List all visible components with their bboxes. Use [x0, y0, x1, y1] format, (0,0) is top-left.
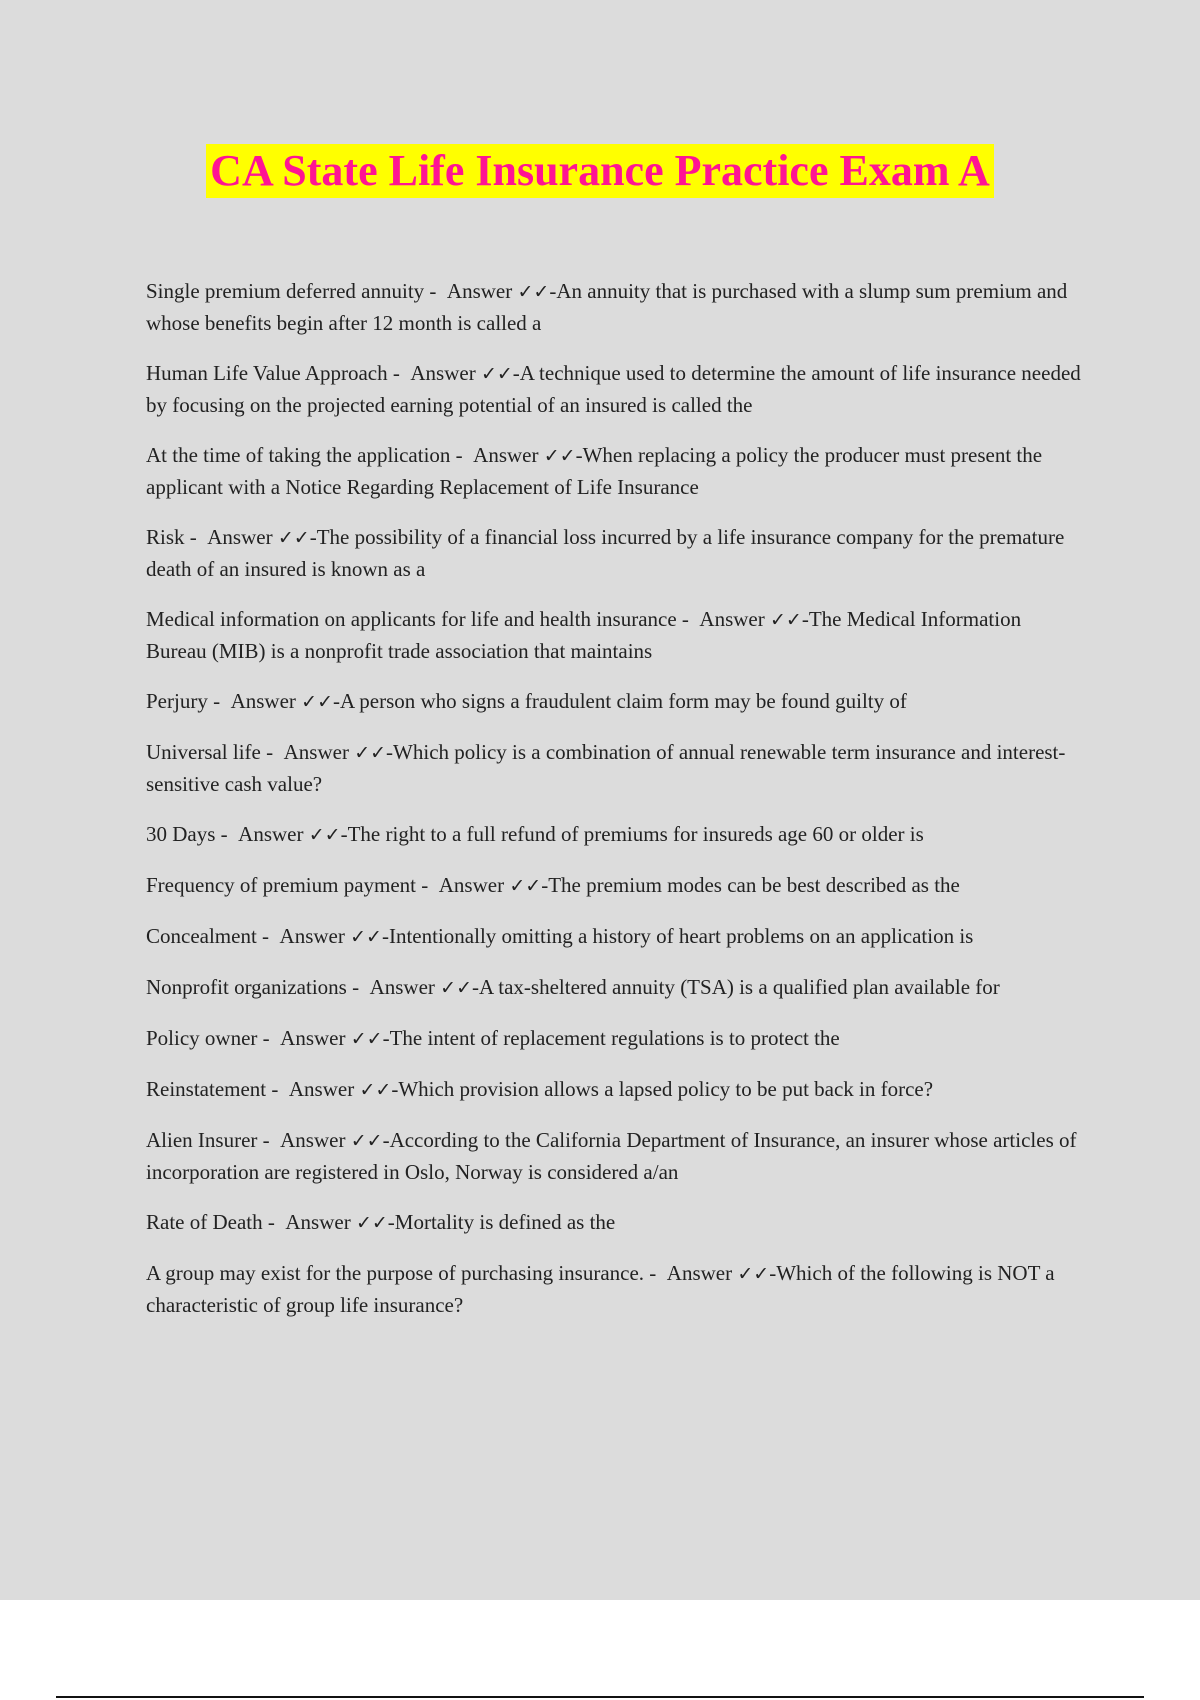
separator: -: [676, 607, 700, 631]
dash: -: [387, 1210, 395, 1234]
answer-label: Answer: [207, 525, 273, 549]
title-wrapper: [0, 144, 1200, 198]
answer-label: Answer: [230, 689, 296, 713]
dash: -: [472, 975, 479, 999]
qa-item: [146, 737, 1086, 800]
qa-item: [146, 276, 1086, 339]
qa-term: Single premium deferred annuity: [146, 279, 425, 303]
dash: -: [340, 822, 348, 846]
double-check-icon: ✓✓: [737, 1263, 770, 1285]
answer-label: Answer: [288, 1077, 355, 1101]
qa-item: [146, 921, 1086, 953]
qa-item: [146, 604, 1086, 667]
separator: -: [215, 822, 239, 846]
separator: -: [387, 361, 411, 385]
qa-question: Which policy is a combination of annual renewable term insurance and interest-sensitive cash value?: [146, 740, 1066, 796]
separator: -: [260, 740, 284, 764]
qa-item: [146, 686, 1086, 718]
qa-question: Mortality is defined as the: [394, 1210, 616, 1234]
qa-term: Policy owner: [146, 1026, 258, 1050]
double-check-icon: ✓✓: [480, 363, 513, 385]
qa-question: Which provision allows a lapsed policy to be put back in force?: [398, 1077, 934, 1101]
double-check-icon: ✓✓: [354, 742, 387, 764]
separator: -: [416, 873, 439, 897]
separator: -: [262, 1210, 286, 1234]
double-check-icon: ✓✓: [359, 1079, 392, 1101]
dash: -: [575, 443, 583, 467]
answer-label: Answer: [279, 924, 345, 948]
qa-item: [146, 819, 1086, 851]
double-check-icon: ✓✓: [277, 527, 310, 549]
qa-question: A tax-sheltered annuity (TSA) is a qualified plan available for: [479, 975, 1000, 999]
dash: -: [309, 525, 317, 549]
qa-question: The intent of replacement regulations is to protect the: [389, 1026, 840, 1050]
answer-label: Answer: [699, 607, 765, 631]
double-check-icon: ✓✓: [509, 875, 542, 897]
answer-label: Answer: [446, 279, 513, 303]
qa-term: Concealment: [146, 924, 257, 948]
qa-question: Which of the following is NOT a characteristic of group life insurance?: [146, 1261, 1055, 1317]
qa-term: Universal life: [146, 740, 261, 764]
dash: -: [386, 740, 394, 764]
qa-question: A technique used to determine the amount of life insurance needed by focusing on the projected earning potential of an insured is called the: [146, 361, 1081, 417]
qa-question: An annuity that is purchased with a slump sum premium and whose benefits begin after 12 month is called a: [146, 279, 1068, 335]
qa-item: [146, 1258, 1086, 1321]
double-check-icon: ✓✓: [308, 824, 341, 846]
double-check-icon: ✓✓: [440, 977, 472, 999]
separator: -: [450, 443, 474, 467]
qa-term: Human Life Value Approach: [146, 361, 388, 385]
answer-label: Answer: [238, 822, 304, 846]
answer-label: Answer: [473, 443, 539, 467]
qa-term: Frequency of premium payment: [146, 873, 417, 897]
answer-label: Answer: [369, 975, 435, 999]
qa-question: The Medical Information Bureau (MIB) is a nonprofit trade association that maintains: [146, 607, 1022, 663]
qa-term: Medical information on applicants for life and health insurance: [146, 607, 677, 631]
page-title: CA State Life Insurance Practice Exam A: [206, 144, 994, 198]
answer-label: Answer: [280, 1026, 346, 1050]
double-check-icon: ✓✓: [543, 445, 576, 467]
dash: -: [801, 607, 809, 631]
answer-label: Answer: [280, 1128, 346, 1152]
qa-item: [146, 870, 1086, 902]
answer-label: Answer: [666, 1261, 733, 1285]
dash: -: [541, 873, 549, 897]
qa-question: The premium modes can be best described as the: [548, 873, 960, 897]
qa-list: [146, 276, 1086, 1340]
separator: -: [207, 689, 231, 713]
separator: -: [424, 279, 447, 303]
separator: -: [266, 1077, 289, 1101]
qa-question: The possibility of a financial loss incurred by a life insurance company for the premature death of an insured is known as a: [146, 525, 1065, 581]
qa-item: [146, 522, 1086, 585]
qa-term: Nonprofit organizations: [146, 975, 347, 999]
separator: -: [184, 525, 208, 549]
qa-term: Alien Insurer: [146, 1128, 258, 1152]
separator: -: [256, 924, 280, 948]
answer-label: Answer: [283, 740, 349, 764]
qa-question: Intentionally omitting a history of heart problems on an application is: [388, 924, 974, 948]
qa-item: [146, 1023, 1086, 1055]
qa-question: When replacing a policy the producer must present the applicant with a Notice Regarding Replacement of Life Insurance: [146, 443, 1043, 499]
qa-item: [146, 972, 1086, 1004]
answer-label: Answer: [410, 361, 476, 385]
qa-item: [146, 1125, 1086, 1188]
qa-question: The right to a full refund of premiums for insureds age 60 or older is: [347, 822, 924, 846]
qa-term: Risk: [146, 525, 185, 549]
double-check-icon: ✓✓: [350, 1130, 383, 1152]
separator: -: [346, 975, 370, 999]
double-check-icon: ✓✓: [301, 691, 333, 713]
answer-label: Answer: [438, 873, 505, 897]
double-check-icon: ✓✓: [769, 609, 802, 631]
dash: -: [549, 279, 557, 303]
dash: -: [512, 361, 520, 385]
dash: -: [769, 1261, 777, 1285]
qa-item: [146, 358, 1086, 421]
qa-term: Perjury: [146, 689, 208, 713]
answer-label: Answer: [285, 1210, 351, 1234]
qa-term: Reinstatement: [146, 1077, 267, 1101]
separator: -: [257, 1026, 281, 1050]
qa-term: At the time of taking the application: [146, 443, 451, 467]
separator: -: [644, 1261, 667, 1285]
qa-term: 30 Days: [146, 822, 216, 846]
dash: -: [333, 689, 340, 713]
qa-question: A person who signs a fraudulent claim form may be found guilty of: [340, 689, 907, 713]
separator: -: [257, 1128, 281, 1152]
double-check-icon: ✓✓: [350, 926, 382, 948]
qa-question: According to the California Department of Insurance, an insurer whose articles of incorporation are registered in Oslo, Norway is considered a/an: [146, 1128, 1077, 1184]
dash: -: [382, 1128, 390, 1152]
double-check-icon: ✓✓: [355, 1212, 388, 1234]
qa-item: [146, 1074, 1086, 1106]
double-check-icon: ✓✓: [350, 1028, 383, 1050]
qa-item: [146, 1207, 1086, 1239]
footer-divider: [56, 1696, 1144, 1698]
qa-term: Rate of Death: [146, 1210, 263, 1234]
qa-term: A group may exist for the purpose of purchasing insurance.: [146, 1261, 645, 1285]
dash: -: [382, 1026, 390, 1050]
dash: -: [381, 924, 389, 948]
qa-item: [146, 440, 1086, 503]
dash: -: [391, 1077, 399, 1101]
double-check-icon: ✓✓: [517, 281, 550, 303]
